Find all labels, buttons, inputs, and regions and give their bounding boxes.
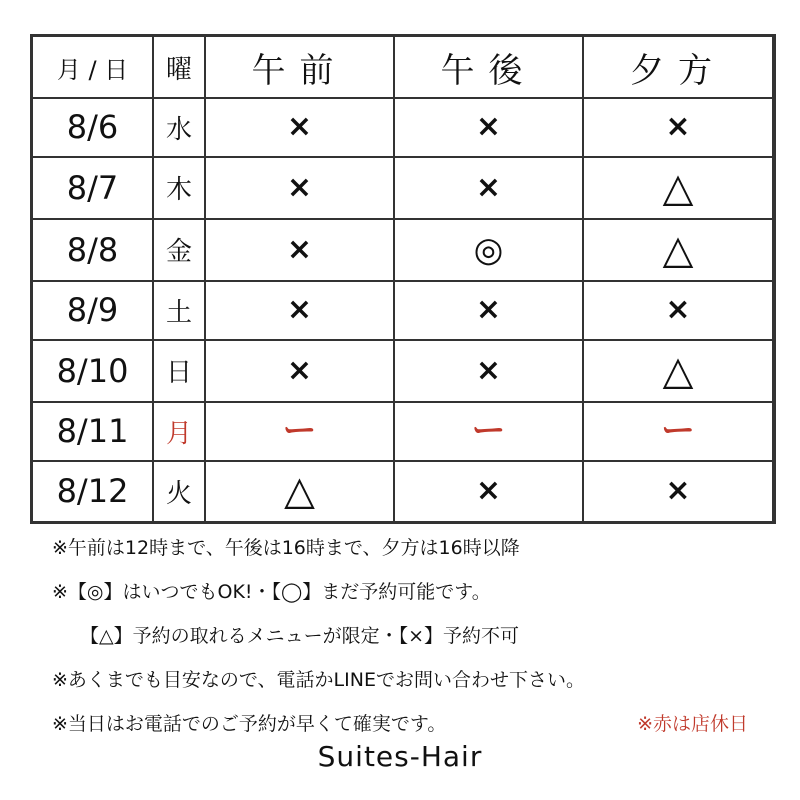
row-afternoon-status-cell (394, 281, 583, 340)
row-evening-status: × (665, 473, 691, 509)
row-day: 木 (165, 175, 192, 206)
row-day-cell (153, 219, 205, 281)
header-evening: 夕方 (583, 37, 772, 98)
row-day: 火 (165, 478, 192, 509)
row-afternoon-status-cell (394, 340, 583, 402)
row-afternoon-status-cell (394, 219, 583, 281)
note-holiday-legend: ※赤は店休日 (637, 713, 748, 735)
row-day-cell (153, 340, 205, 402)
row-afternoon-status: × (475, 109, 502, 145)
row-date-cell (33, 340, 153, 402)
row-day: 土 (165, 297, 192, 328)
row-day-cell (153, 402, 205, 461)
row-afternoon-status-cell (394, 402, 583, 461)
row-afternoon-status: ー (471, 411, 506, 452)
row-evening-status-cell (583, 219, 772, 281)
table-row (33, 402, 772, 461)
row-morning-status: × (286, 292, 313, 328)
row-evening-status-cell (583, 98, 772, 157)
row-day: 金 (165, 237, 192, 268)
row-morning-status-cell (205, 461, 394, 521)
row-day: 水 (165, 114, 192, 145)
row-evening-status: △ (662, 164, 694, 211)
row-date: 8/11 (56, 412, 129, 451)
row-afternoon-status: × (475, 352, 502, 388)
table-row (33, 461, 772, 521)
row-morning-status-cell (205, 340, 394, 402)
table-row (33, 340, 772, 402)
row-morning-status-cell (205, 281, 394, 340)
row-afternoon-status-cell (394, 157, 583, 219)
row-morning-status-cell (205, 219, 394, 281)
row-date: 8/12 (56, 472, 129, 511)
row-day-cell (153, 281, 205, 340)
row-morning-status: × (286, 231, 313, 267)
row-day: 日 (165, 358, 192, 389)
row-date-cell (33, 281, 153, 340)
row-evening-status-cell (583, 402, 772, 461)
row-date-cell (33, 157, 153, 219)
table-row (33, 157, 772, 219)
row-afternoon-status: × (475, 292, 502, 328)
table-row (33, 281, 772, 340)
row-morning-status: ー (282, 411, 317, 452)
row-evening-status: ー (661, 411, 695, 452)
row-day-cell (153, 461, 205, 521)
row-afternoon-status: ◎ (473, 229, 504, 270)
header-afternoon: 午後 (394, 37, 583, 98)
note-time-ranges: ※午前は12時まで、午後は16時まで、夕方は16時以降 (52, 537, 520, 559)
note-same-day-text: ※当日はお電話でのご予約が早くて確実です。 (52, 713, 447, 735)
salon-brand: Suites-Hair (317, 740, 483, 773)
header-day: 曜 (153, 37, 205, 98)
row-afternoon-status: × (475, 169, 502, 205)
table-row (33, 98, 772, 157)
notes-section (52, 526, 772, 746)
table-header-row (33, 37, 772, 98)
row-day: 月 (165, 418, 192, 449)
row-morning-status-cell (205, 98, 394, 157)
row-afternoon-status-cell (394, 98, 583, 157)
row-morning-status-cell (205, 402, 394, 461)
row-evening-status: △ (662, 226, 694, 273)
note-contact: ※あくまでも目安なので、電話かLINEでお問い合わせ下さい。 (52, 669, 585, 691)
row-day-cell (153, 98, 205, 157)
reservation-schedule-table (33, 37, 772, 521)
row-date-cell (33, 402, 153, 461)
row-day-cell (153, 157, 205, 219)
row-date: 8/10 (56, 351, 129, 390)
row-afternoon-status: × (475, 473, 502, 509)
row-morning-status: △ (284, 468, 315, 515)
row-date: 8/9 (66, 291, 119, 330)
row-evening-status-cell (583, 157, 772, 219)
row-morning-status: × (286, 352, 313, 388)
row-evening-status: △ (662, 347, 694, 394)
row-date-cell (33, 461, 153, 521)
row-evening-status-cell (583, 281, 772, 340)
row-afternoon-status-cell (394, 461, 583, 521)
row-morning-status: × (286, 169, 313, 205)
header-date: 月 / 日 (33, 37, 153, 98)
table-row (33, 219, 772, 281)
schedule-table-frame (30, 34, 776, 524)
row-date-cell (33, 98, 153, 157)
row-date: 8/7 (66, 168, 119, 207)
row-date: 8/6 (66, 108, 119, 147)
row-evening-status-cell (583, 461, 772, 521)
header-morning: 午前 (205, 37, 394, 98)
note-legend-limited: 【△】予約の取れるメニューが限定・【×】予約不可 (80, 625, 520, 647)
row-morning-status-cell (205, 157, 394, 219)
row-evening-status: × (665, 292, 691, 328)
row-morning-status: × (286, 109, 313, 145)
row-evening-status-cell (583, 340, 772, 402)
note-legend-ok: ※【◎】はいつでもOK!・【◯】まだ予約可能です。 (52, 581, 491, 603)
row-date-cell (33, 219, 153, 281)
row-date: 8/8 (66, 230, 119, 269)
row-evening-status: × (665, 109, 691, 145)
